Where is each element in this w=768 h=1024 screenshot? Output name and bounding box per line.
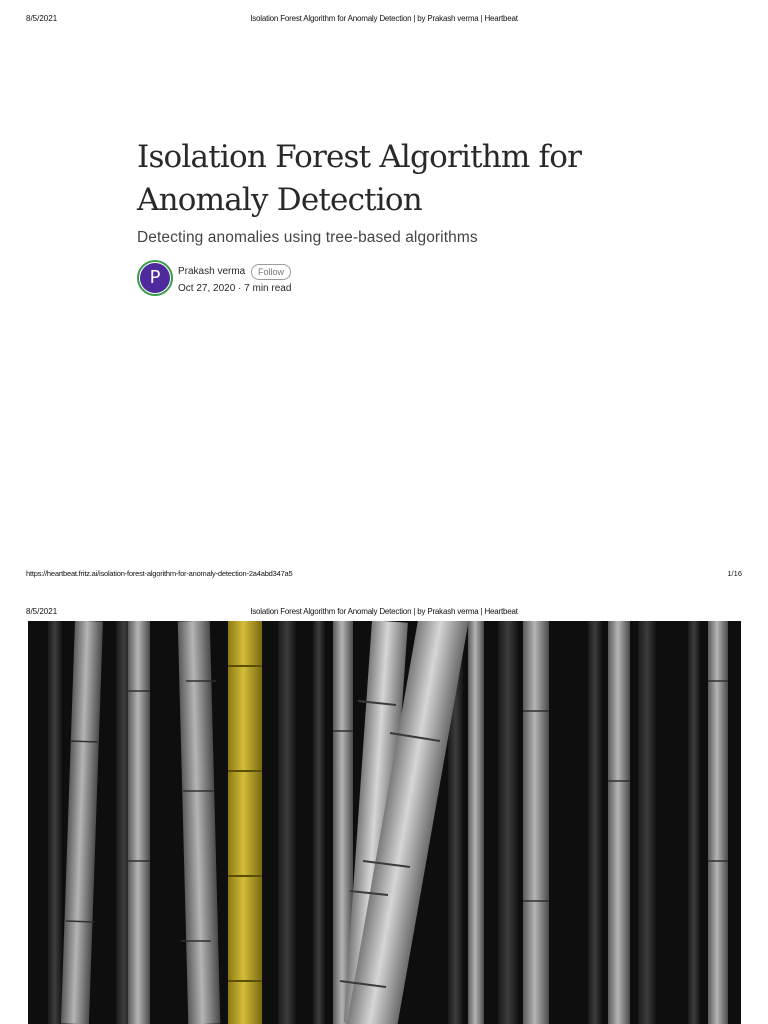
print-header: [0, 14, 768, 28]
hero-image: [28, 621, 741, 1024]
author-name-link[interactable]: Prakash verma: [178, 266, 246, 277]
print-doc-title: Isolation Forest Algorithm for Anomaly Detection | by Prakash verma | Heartbeat: [250, 14, 518, 23]
print-date: 8/5/2021: [26, 14, 58, 23]
article-subtitle: Detecting anomalies using tree-based algorithms: [137, 229, 478, 246]
print-doc-title: Isolation Forest Algorithm for Anomaly Detection | by Prakash verma | Heartbeat: [250, 607, 518, 616]
author-byline: [137, 260, 537, 304]
publish-meta: Oct 27, 2020 · 7 min read: [178, 283, 292, 294]
follow-button[interactable]: Follow: [251, 264, 291, 280]
avatar[interactable]: [137, 260, 173, 296]
print-header-page-2: [0, 607, 768, 621]
article-title: Isolation Forest Algorithm for Anomaly Detection: [137, 139, 582, 218]
print-url: https://heartbeat.fritz.ai/isolation-forest-algorithm-for-anomaly-detection-2a4abd347a5: [26, 569, 293, 578]
print-date: 8/5/2021: [26, 607, 58, 616]
print-page-number: 1/16: [727, 569, 742, 578]
avatar-initial: P: [140, 263, 170, 293]
bamboo-forest-photo-icon: [28, 621, 741, 1024]
